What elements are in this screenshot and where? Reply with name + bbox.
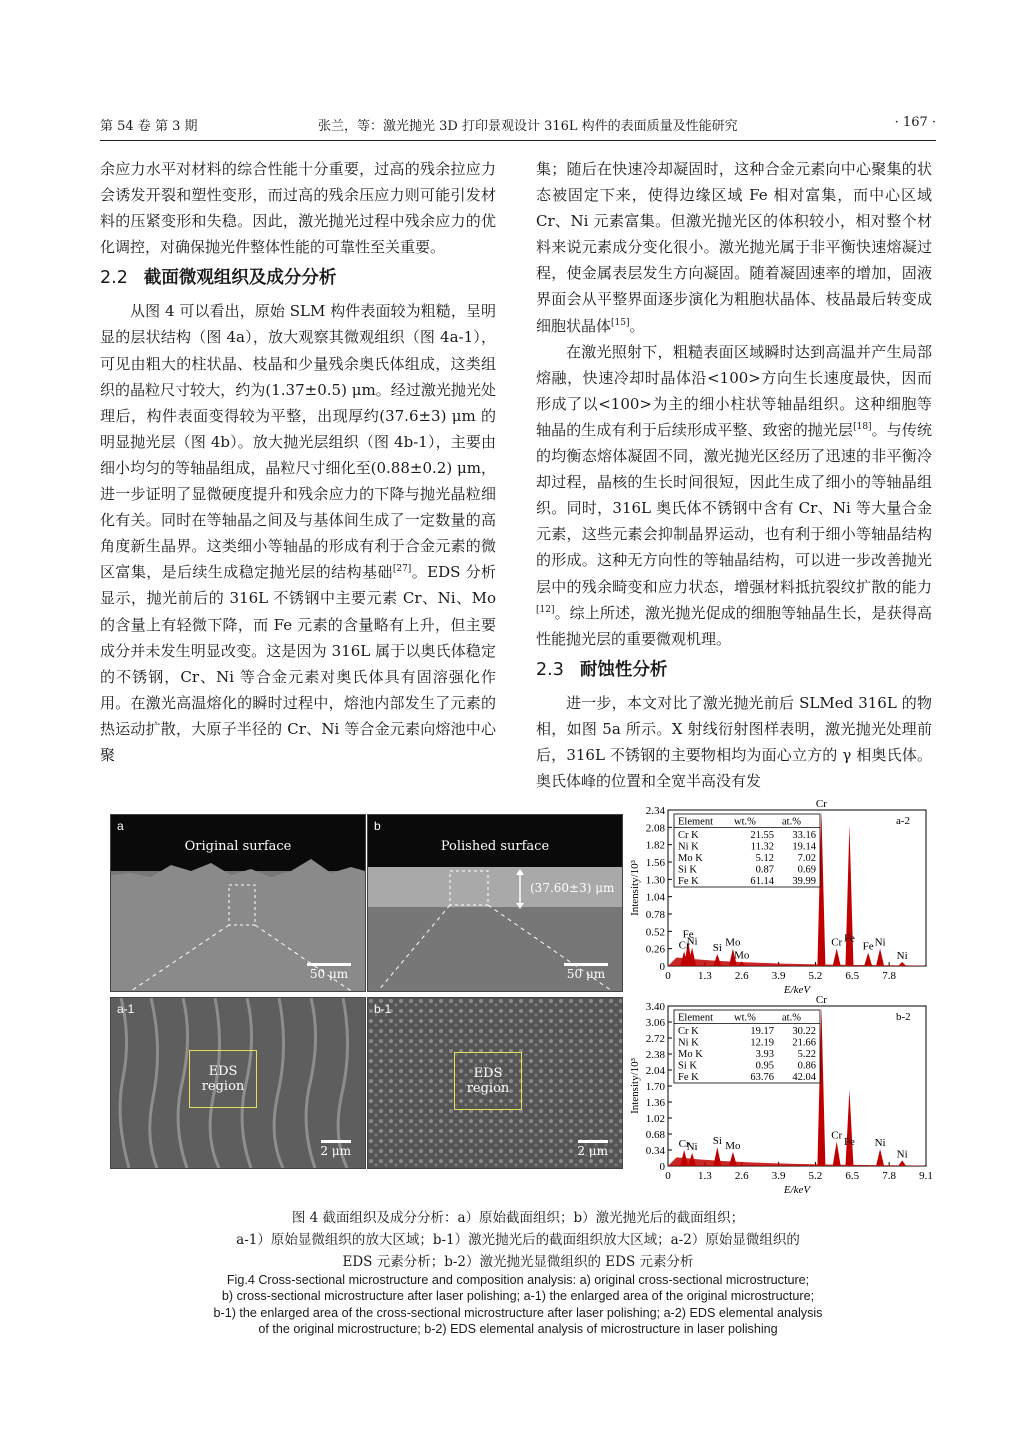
micrograph-a bbox=[110, 814, 366, 992]
table-cell: 33.16 bbox=[792, 830, 816, 841]
y-tick-label: 0.52 bbox=[645, 926, 665, 939]
peak-label: Ni bbox=[896, 950, 908, 962]
table-cell: 5.22 bbox=[797, 1049, 816, 1060]
table-cell: 39.99 bbox=[792, 876, 816, 887]
x-axis-label: E/keV bbox=[783, 984, 811, 996]
scale-bar bbox=[564, 963, 608, 981]
paragraph: 进一步，本文对比了激光抛光前后 SLMed 316L 的物相，如图 5a 所示。X 射线衍射图样表明，激光抛光处理前后，316L 不锈钢的主要物相均为面心立方的 γ 相奥氏体。奥氏体峰的位置和全宽半高没有发 bbox=[536, 693, 932, 791]
table-cell: 12.19 bbox=[750, 1037, 774, 1049]
paragraph bbox=[100, 298, 496, 768]
eds-region-label: EDS region bbox=[201, 1064, 245, 1094]
paragraph-text: 。综上所述，激光抛光促成的细胞等轴晶生长，是获得高性能抛光层的重要微观机理。 bbox=[536, 603, 932, 648]
caption-line: b) cross-sectional microstructure after laser polishing; a-1) the enlarged area of the original microstructure; bbox=[221, 1289, 815, 1304]
layer-thickness: (37.60±3) μm bbox=[530, 881, 615, 895]
table-cell: Ni K bbox=[678, 1037, 699, 1049]
y-axis-label: Intensity/10³ bbox=[629, 860, 641, 916]
scale-bar-line bbox=[564, 963, 608, 966]
scale-bar bbox=[320, 1140, 351, 1158]
table-cell: 19.14 bbox=[792, 841, 816, 853]
y-tick-label: 2.34 bbox=[645, 805, 665, 817]
section-heading-2-2 bbox=[100, 264, 496, 292]
peak-label: Cr bbox=[815, 996, 827, 1006]
table-header: Element bbox=[678, 816, 713, 828]
left-column bbox=[100, 156, 496, 768]
caption-line: a-1）原始显微组织的放大区域；b-1）激光抛光后的截面组织放大区域；a-2）原始显微组织的 bbox=[236, 1232, 800, 1248]
x-tick-label: 2.6 bbox=[734, 1170, 749, 1182]
y-tick-label: 2.04 bbox=[645, 1065, 665, 1077]
table-cell: 5.12 bbox=[755, 853, 774, 864]
caption-line: b-1) the enlarged area of the cross-sectional microstructure after laser polishing; a-2) EDS elemental analysis bbox=[213, 1305, 823, 1320]
citation[interactable]: [18] bbox=[853, 421, 872, 432]
spectrum-peak bbox=[845, 1090, 853, 1166]
peak-label: Fe bbox=[862, 940, 874, 953]
scale-bar-line bbox=[578, 1140, 608, 1143]
peak-label: Si bbox=[712, 1135, 722, 1148]
surface-label: Polished surface bbox=[440, 839, 550, 854]
y-tick-label: 0.26 bbox=[645, 943, 665, 956]
paragraph-text: 。与传统的均衡态熔体凝固不同，激光抛光区经历了迅速的非平衡冷却过程，晶核的生长时间很短，因此生成了细小的等轴晶组织。同时，316L 奥氏体不锈钢中含有 Cr、Ni 等大量合金元素，这些元素会抑制晶界运动，也有利于细小等轴晶结构的形成。这种无方向性的等轴晶结构，可以进一步改善抛光层中的残余畸变和应力状态，增强材料抵抗裂纹扩散的能力 bbox=[536, 420, 932, 596]
table-cell: Ni K bbox=[678, 841, 699, 853]
y-tick-label: 0.68 bbox=[645, 1129, 665, 1141]
table-cell: 7.02 bbox=[797, 853, 816, 864]
y-tick-label: 0.78 bbox=[645, 909, 665, 921]
volume-issue: 第 54 卷 第 3 期 bbox=[100, 119, 198, 134]
y-tick-label: 1.04 bbox=[645, 891, 665, 904]
eds-region-box bbox=[189, 1050, 257, 1108]
y-tick-label: 1.02 bbox=[645, 1113, 665, 1125]
spectrum-peak bbox=[845, 825, 853, 966]
x-tick-label: 1.3 bbox=[697, 1170, 712, 1182]
panel-label: b bbox=[374, 819, 381, 833]
caption-line: Fig.4 Cross-sectional microstructure and composition analysis: a) original cross-sectional microstructure; bbox=[226, 1273, 810, 1287]
table-cell: 11.32 bbox=[750, 841, 774, 853]
x-tick-label: 6.5 bbox=[845, 970, 860, 982]
x-axis-label: E/keV bbox=[783, 1184, 811, 1196]
scale-bar-line bbox=[321, 1140, 351, 1143]
spectrum-peak bbox=[833, 949, 841, 966]
paragraph-text: 。 bbox=[629, 316, 645, 335]
table-cell: 61.14 bbox=[750, 876, 774, 887]
header-rule bbox=[100, 140, 936, 141]
table-cell: 42.04 bbox=[792, 1072, 816, 1083]
paragraph-text: 集；随后在快速冷却凝固时，这种合金元素向中心聚集的状态被固定下来，使得边缘区域 Fe 相对富集，而中心区域 Cr、Ni 元素富集。但激光抛光区的体积较小，相对整个材料来说元素成分变化很小。激光抛光属于非平衡快速熔凝过程，使金属表层发生方向凝固。随着凝固速率的增加，固液界面会从平整界面逐步演化为粗胞状晶体、枝晶最后转变成细胞状晶体 bbox=[536, 160, 932, 335]
y-tick-label: 2.08 bbox=[645, 822, 665, 835]
paragraph-text: 。EDS 分析显示，抛光前后的 316L 不锈钢中主要元素 Cr、Ni、Mo 的含量上有轻微下降，而 Fe 元素的含量略有上升，但主要成分并未发生明显改变。这是因为 316L 属于以奥氏体稳定的不锈钢，Cr、Ni 等合金元素对奥氏体具有固溶强化作用。在激光高温熔化的瞬时过程中，熔池内部发生了元素的热运动扩散，大原子半径的 Cr、Ni 等合金元素向熔池中心聚 bbox=[100, 563, 496, 764]
spectrum-peak bbox=[833, 1142, 841, 1166]
scale-bar-text: 2 μm bbox=[577, 1144, 608, 1158]
table-cell: Mo K bbox=[678, 853, 703, 864]
peak-label: Mo bbox=[734, 949, 750, 962]
peak-label: Fe bbox=[843, 932, 855, 945]
peak-label: Cr bbox=[815, 800, 827, 810]
peak-label: Cr bbox=[678, 1138, 690, 1150]
x-tick-label: 1.3 bbox=[697, 970, 712, 982]
caption-line: 图 4 截面组织及成分分析：a）原始截面组织；b）激光抛光后的截面组织； bbox=[291, 1210, 745, 1226]
x-tick-label: 6.5 bbox=[845, 1170, 860, 1182]
peak-label: Cr bbox=[678, 939, 690, 952]
peak-label: Cr bbox=[831, 1129, 843, 1142]
table-header: at.% bbox=[782, 1012, 801, 1024]
peak-label: Ni bbox=[896, 1148, 908, 1161]
y-tick-label: 3.06 bbox=[645, 1017, 665, 1029]
table-cell: 21.55 bbox=[750, 830, 774, 841]
peak-label: Ni bbox=[686, 935, 698, 948]
panel-label: a bbox=[117, 819, 124, 833]
table-cell: 19.17 bbox=[750, 1026, 774, 1037]
spectrum-peak bbox=[898, 1160, 906, 1166]
y-tick-label: 1.30 bbox=[645, 874, 665, 887]
micrograph-b1 bbox=[367, 997, 623, 1169]
figure-caption-cn bbox=[100, 1207, 936, 1273]
table-cell: Cr K bbox=[678, 830, 699, 841]
x-tick-label: 0 bbox=[665, 970, 671, 982]
x-tick-label: 3.9 bbox=[771, 970, 786, 982]
scale-bar-text: 50 μm bbox=[566, 967, 606, 981]
paragraph bbox=[536, 156, 932, 339]
table-header: Element bbox=[678, 1012, 713, 1024]
table-cell: Si K bbox=[678, 1060, 697, 1072]
peak-label: Mo bbox=[725, 1139, 741, 1152]
y-tick-label: 1.36 bbox=[645, 1097, 665, 1109]
y-tick-label: 3.40 bbox=[645, 1001, 665, 1013]
spectrum-peak bbox=[876, 1149, 884, 1166]
x-tick-label: 0 bbox=[665, 1170, 671, 1182]
caption-line: EDS 元素分析；b-2）激光抛光显微组织的 EDS 元素分析 bbox=[342, 1254, 694, 1270]
table-cell: Mo K bbox=[678, 1049, 703, 1060]
spectrum-background bbox=[668, 1157, 926, 1166]
section-number: 2.2 bbox=[100, 268, 128, 289]
x-tick-label: 2.6 bbox=[734, 970, 749, 982]
page-number: · 167 · bbox=[894, 115, 936, 130]
x-tick-label: 5.2 bbox=[808, 1170, 823, 1182]
table-cell: 3.93 bbox=[755, 1049, 774, 1060]
table-cell: 63.76 bbox=[750, 1072, 774, 1083]
x-tick-label: 3.9 bbox=[771, 1170, 786, 1182]
y-tick-label: 2.38 bbox=[645, 1049, 665, 1061]
citation[interactable]: [12] bbox=[536, 604, 555, 615]
section-title: 耐蚀性分析 bbox=[579, 659, 668, 680]
peak-label: Fe bbox=[843, 1136, 855, 1149]
peak-label: Mo bbox=[725, 936, 741, 949]
eds-chart-b2 bbox=[626, 996, 936, 1196]
surface-label: Original surface bbox=[184, 839, 292, 854]
table-cell: 21.66 bbox=[792, 1037, 816, 1049]
peak-label: Ni bbox=[874, 1137, 886, 1150]
x-tick-label: 7.8 bbox=[882, 1170, 897, 1182]
figure-caption-en bbox=[100, 1272, 936, 1338]
x-tick-label: 9.1 bbox=[919, 1170, 933, 1182]
running-header bbox=[100, 112, 936, 136]
x-tick-label: 7.8 bbox=[882, 970, 897, 982]
scale-bar-text: 2 μm bbox=[320, 1144, 351, 1158]
table-cell: 0.87 bbox=[755, 864, 774, 876]
micrograph-b bbox=[367, 814, 623, 992]
panel-label: a-1 bbox=[117, 1002, 135, 1016]
table-cell: Fe K bbox=[678, 1072, 699, 1083]
scale-bar-line bbox=[307, 963, 351, 966]
table-cell: 0.95 bbox=[755, 1060, 774, 1072]
table-header: wt.% bbox=[734, 816, 756, 828]
scale-bar-text: 50 μm bbox=[309, 967, 349, 981]
peak-label: Fe bbox=[682, 928, 694, 941]
table-cell: Si K bbox=[678, 864, 697, 876]
scale-bar bbox=[577, 1140, 608, 1158]
x-tick-label: 5.2 bbox=[808, 970, 823, 982]
section-heading-2-3 bbox=[536, 656, 932, 684]
caption-line: of the original microstructure; b-2) EDS elemental analysis of microstructure in laser polishing bbox=[258, 1322, 778, 1337]
y-tick-label: 1.70 bbox=[645, 1081, 665, 1093]
citation[interactable]: [27] bbox=[392, 564, 412, 575]
peak-label: Cr bbox=[831, 936, 843, 949]
spectrum-background bbox=[668, 958, 926, 966]
table-header: at.% bbox=[782, 816, 801, 828]
paragraph-text: 在激光照射下，粗糙表面区域瞬时达到高温并产生局部熔融，快速冷却时晶体沿<100>方向生长速度最快，因而形成了以<100>为主的细小柱状等轴晶组织。这种细胞等轴晶的生成有利于后续形成平整、致密的抛光层 bbox=[536, 342, 932, 439]
panel-label: a-2 bbox=[896, 815, 911, 827]
y-tick-label: 0 bbox=[659, 1161, 665, 1173]
spectrum-peak bbox=[864, 953, 872, 966]
section-number: 2.3 bbox=[536, 659, 564, 680]
peak-label: Si bbox=[712, 942, 722, 954]
table-cell: Cr K bbox=[678, 1026, 699, 1037]
paragraph-text: 从图 4 可以看出，原始 SLM 构件表面较为粗糙，呈明显的层状结构（图 4a），放大观察其微观组织（图 4a-1），可见由粗大的柱状晶、枝晶和少量残余奥氏体组成，这类组织的晶粒尺寸较大，约为(1.37±0.5) μm。经过激光抛光处理后，构件表面变得较为平整，出现厚约(37.6±3) μm 的明显抛光层（图 4b）。放大抛光层组织（图 4b-1），主要由细小均匀的等轴晶组成，晶粒尺寸细化至(0.88±0.2) μm，进一步证明了显微硬度提升和残余应力的下降与抛光晶粒细化有关。同时在等轴晶之间及与基体间生成了一定数量的高角度新生晶界。这类细小等轴晶的形成有利于合金元素的微区富集，是后续生成稳定抛光层的结构基础 bbox=[100, 302, 496, 582]
table-header: wt.% bbox=[734, 1012, 756, 1024]
y-axis-label: Intensity/10³ bbox=[629, 1058, 641, 1114]
eds-region-label: EDS region bbox=[466, 1066, 510, 1096]
table-cell: 0.86 bbox=[797, 1060, 816, 1072]
running-title: 张兰，等：激光抛光 3D 打印景观设计 316L 构件的表面质量及性能研究 bbox=[318, 119, 738, 134]
peak-label: Ni bbox=[874, 936, 886, 949]
table-cell: 30.22 bbox=[792, 1026, 816, 1037]
peak-label: Ni bbox=[686, 1140, 698, 1153]
micrograph-a1 bbox=[110, 997, 366, 1169]
table-cell: 0.69 bbox=[797, 864, 816, 876]
panel-label: b-1 bbox=[374, 1002, 392, 1016]
y-tick-label: 0.34 bbox=[645, 1145, 665, 1157]
paragraph: 余应力水平对材料的综合性能十分重要，过高的残余拉应力会诱发开裂和塑性变形，而过高的残余压应力则可能引发材料的压紧变形和失稳。因此，激光抛光过程中残余应力的优化调控，对确保抛光件整体性能的可靠性至关重要。 bbox=[100, 160, 496, 257]
paragraph bbox=[536, 339, 932, 652]
panel-label: b-2 bbox=[896, 1011, 911, 1023]
right-column bbox=[536, 156, 932, 794]
eds-region-box bbox=[454, 1052, 522, 1110]
y-tick-label: 0 bbox=[659, 961, 665, 973]
spectrum-peak bbox=[876, 949, 884, 966]
y-tick-label: 1.82 bbox=[645, 839, 665, 852]
section-title: 截面微观组织及成分分析 bbox=[143, 268, 337, 289]
scale-bar bbox=[307, 963, 351, 981]
table-cell: Fe K bbox=[678, 876, 699, 887]
y-tick-label: 2.72 bbox=[645, 1033, 665, 1045]
eds-chart-a2 bbox=[626, 800, 936, 996]
citation[interactable]: [15] bbox=[611, 317, 630, 328]
y-tick-label: 1.56 bbox=[645, 857, 665, 869]
